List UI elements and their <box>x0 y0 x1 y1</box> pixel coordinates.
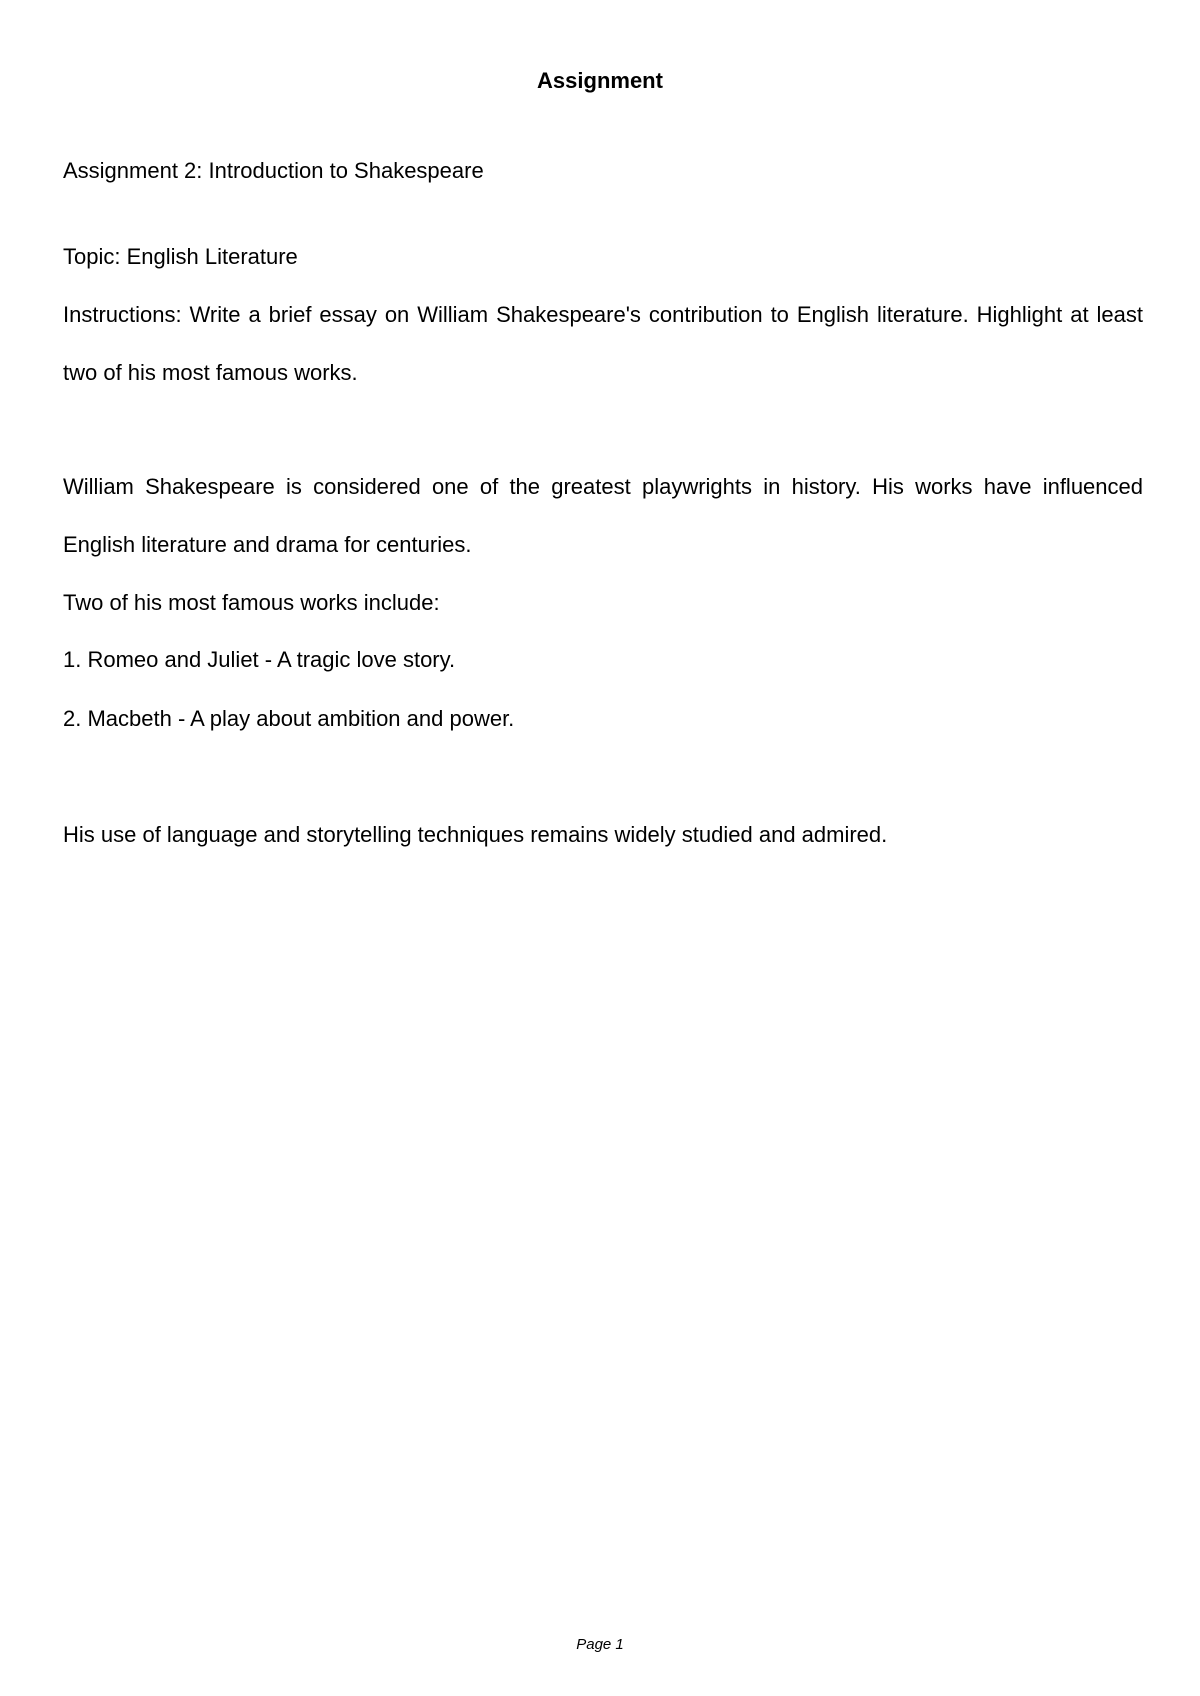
conclusion-paragraph: His use of language and storytelling techniques remains widely studied and admired. <box>63 822 888 847</box>
intro-paragraph: William Shakespeare is considered one of the greatest playwrights in history. His works have influenced English literature and drama for centuries. <box>63 474 1143 557</box>
assignment-title: Assignment 2: Introduction to Shakespeare <box>63 158 484 183</box>
page-number: Page 1 <box>576 1636 624 1653</box>
list-item: 2. Macbeth - A play about ambition and power. <box>63 706 515 731</box>
works-intro: Two of his most famous works include: <box>63 590 440 615</box>
list-item: 1. Romeo and Juliet - A tragic love story. <box>63 647 456 672</box>
topic-line: Topic: English Literature <box>63 244 298 269</box>
instructions-paragraph: Instructions: Write a brief essay on William Shakespeare's contribution to English literature. Highlight at least two of his most famous works. <box>63 302 1143 385</box>
document-heading: Assignment <box>537 68 663 93</box>
